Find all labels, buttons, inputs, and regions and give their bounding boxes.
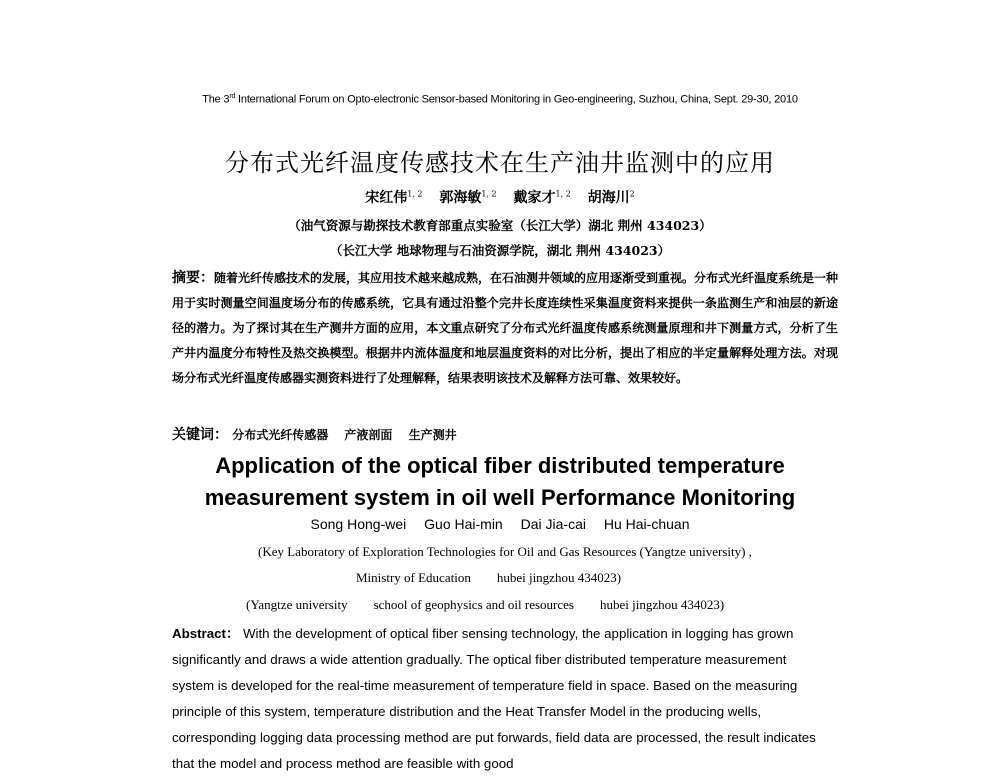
conference-header: The 3rd International Forum on Opto-electronic Sensor-based Monitoring in Geo-engineering, Suzhou, China, Sept. 29-30, 2010 — [202, 93, 798, 106]
english-author: Dai Jia-cai — [520, 516, 586, 532]
chinese-abstract — [172, 266, 838, 391]
chinese-abstract-text: 随着光纤传感技术的发展，其应用技术越来越成熟，在石油测井领域的应用逐渐受到重视。分布式光纤温度系统是一种用于实时测量空间温度场分布的传感系统，它具有通过沿整个完井长度连续性采集温度资料来提供一条监测生产和油层的新途径的潜力。为了探讨其在生产测井方面的应用，本文重点研究了分布式光纤温度传感系统测量原理和井下测量方式，分析了生产井内温度分布特性及热交换模型。根据井内流体温度和地层温度资料的对比分析，提出了相应的半定量解释处理方法。对现场分布式光纤温度传感器实测资料进行了处理解释，结果表明该技术及解释方法可靠、效果较好。 — [172, 271, 839, 385]
english-affiliation-3: (Yangtze university school of geophysics and oil resources hubei jingzhou 434023) — [246, 597, 725, 612]
chinese-authors — [0, 187, 1000, 207]
english-author: Song Hong-wei — [310, 516, 407, 532]
chinese-author: 胡海川$^2$ — [587, 189, 635, 206]
chinese-title: 分布式光纤温度传感技术在生产油井监测中的应用 — [225, 149, 775, 177]
english-affiliation-2: Ministry of Education hubei jingzhou 434023) — [356, 570, 622, 585]
english-title-line-1: Application of the optical fiber distributed temperature — [215, 453, 785, 478]
english-abstract — [172, 621, 822, 777]
chinese-author: 郭海敏$^{1, 2}$ — [439, 189, 497, 206]
chinese-keyword: 分布式光纤传感器 — [232, 428, 329, 442]
chinese-keyword: 生产测井 — [408, 428, 457, 442]
english-abstract-label: Abstract： — [172, 626, 240, 641]
chinese-abstract-label: 摘要： — [172, 270, 214, 286]
english-affiliation-1: (Key Laboratory of Exploration Technologies for Oil and Gas Resources (Yangtze university) , — [258, 544, 752, 559]
english-abstract-text: With the development of optical fiber sensing technology, the application in logging has grown significantly and draws a wide attention gradually. The optical fiber distributed temperature measurement system is developed for the real-time measurement of temperature field in space. Based on the measuring principle of this system, temperature distribution and the Heat Transfer Model in the producing wells, corresponding logging data processing method are put forwards, field data are processed, the result indicates that the model and process method are feasible with good — [172, 626, 816, 771]
chinese-affiliation-2: （长江大学 地球物理与石油资源学院，湖北 荆州 434023） — [329, 243, 671, 258]
chinese-author: 宋红伟$^{1, 2}$ — [365, 189, 423, 206]
chinese-author: 戴家才$^{1, 2}$ — [513, 189, 571, 206]
chinese-keyword: 产液剖面 — [344, 428, 393, 442]
english-authors — [0, 516, 1000, 532]
chinese-keywords — [172, 424, 469, 444]
english-title-line-2: measurement system in oil well Performance Monitoring — [204, 485, 796, 510]
english-author: Hu Hai-chuan — [603, 516, 690, 532]
chinese-affiliation-1: （油气资源与勘探技术教育部重点实验室（长江大学）湖北 荆州 434023） — [288, 218, 712, 233]
english-author: Guo Hai-min — [424, 516, 503, 532]
chinese-keywords-label: 关键词： — [172, 427, 228, 443]
english-title — [0, 450, 1000, 514]
